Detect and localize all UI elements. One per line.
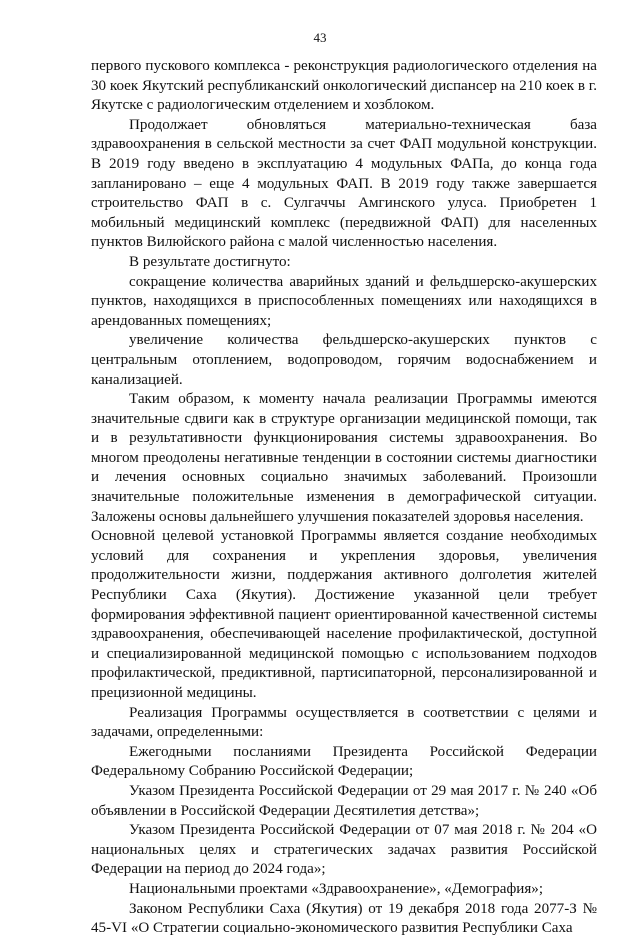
paragraph-implementation: Реализация Программы осуществляется в соответствии с целями и задачами, определенными:: [91, 704, 597, 741]
paragraph-radiology-continuation: первого пускового комплекса - реконструкция радиологического отделения на 30 коек Якутский республиканский онкологический диспансер на 210 коек в г. Якутске с радиологическим отделением и хозблоком.: [91, 58, 597, 114]
paragraph-decree-240: Указом Президента Российской Федерации от 29 мая 2017 г. № 240 «Об объявлении в Российской Федерации Десятилетия детства»;: [91, 782, 597, 819]
paragraph-national-projects: Национальными проектами «Здравоохранение», «Демография»;: [129, 880, 544, 897]
page-number: 43: [313, 30, 327, 45]
paragraph-summary: Таким образом, к моменту начала реализации Программы имеются значительные сдвиги как в структуре организации медицинской помощи, так и в результативности функционирования системы здравоохранения. Во многом преодолены негативные тенденции в состоянии системы диагностики и лечения основных социально значимых заболеваний. Произошли значительные положительные изменения в демографической ситуации. Заложены основы дальнейшего улучшения показателей здоровья населения.: [91, 391, 597, 525]
paragraph-result-reduction: сокращение количества аварийных зданий и фельдшерско-акушерских пунктов, находящихся в приспособленных помещениях или находящихся в арендованных помещениях;: [91, 273, 597, 329]
paragraph-rural-facilities: Продолжает обновляться материально-техническая база здравоохранения в сельской местности за счет ФАП модульной конструкции. В 2019 году введено в эксплуатацию 4 модульных ФАПа, до конца года запланировано – еще 4 модульных ФАП. В 2019 году также завершается строительство ФАП в с. Сулгаччы Амгинского улуса. Приобретен 1 мобильный медицинский комплекс (передвижной ФАП) для населенных пунктов Вилюйского района с малой численностью населения.: [91, 116, 597, 251]
paragraph-presidential-addresses: Ежегодными посланиями Президента Российской Федерации Федеральному Собранию Российской Федерации;: [91, 743, 597, 780]
paragraph-program-goal: Основной целевой установкой Программы является создание необходимых условий для сохранения и укрепления здоровья, увеличения продолжительности жизни, поддержания активного долголетия жителей Республики Саха (Якутия). Достижение указанной цели требует формирования эффективной пациент ориентированной качественной системы здравоохранения, обеспечивающей население профилактической, доступной и специализированной медицинской помощью с использованием подходов профилактической, предиктивной, партисипаторной, персонализированной и прецизионной медицины.: [91, 528, 597, 701]
paragraph-result-increase: увеличение количества фельдшерско-акушерских пунктов с центральным отоплением, водопроводом, горячим водоснабжением и канализацией.: [91, 332, 597, 388]
paragraph-results-heading: В результате достигнуто:: [129, 253, 291, 270]
paragraph-republic-law: Законом Республики Саха (Якутия) от 19 декабря 2018 года 2077-З № 45-VI «О Стратегии социально-экономического развития Республики Саха: [91, 900, 597, 937]
paragraph-decree-204: Указом Президента Российской Федерации от 07 мая 2018 г. № 204 «О национальных целях и стратегических задачах развития Российской Федерации на период до 2024 года»;: [91, 822, 597, 878]
document-body: [91, 57, 597, 939]
